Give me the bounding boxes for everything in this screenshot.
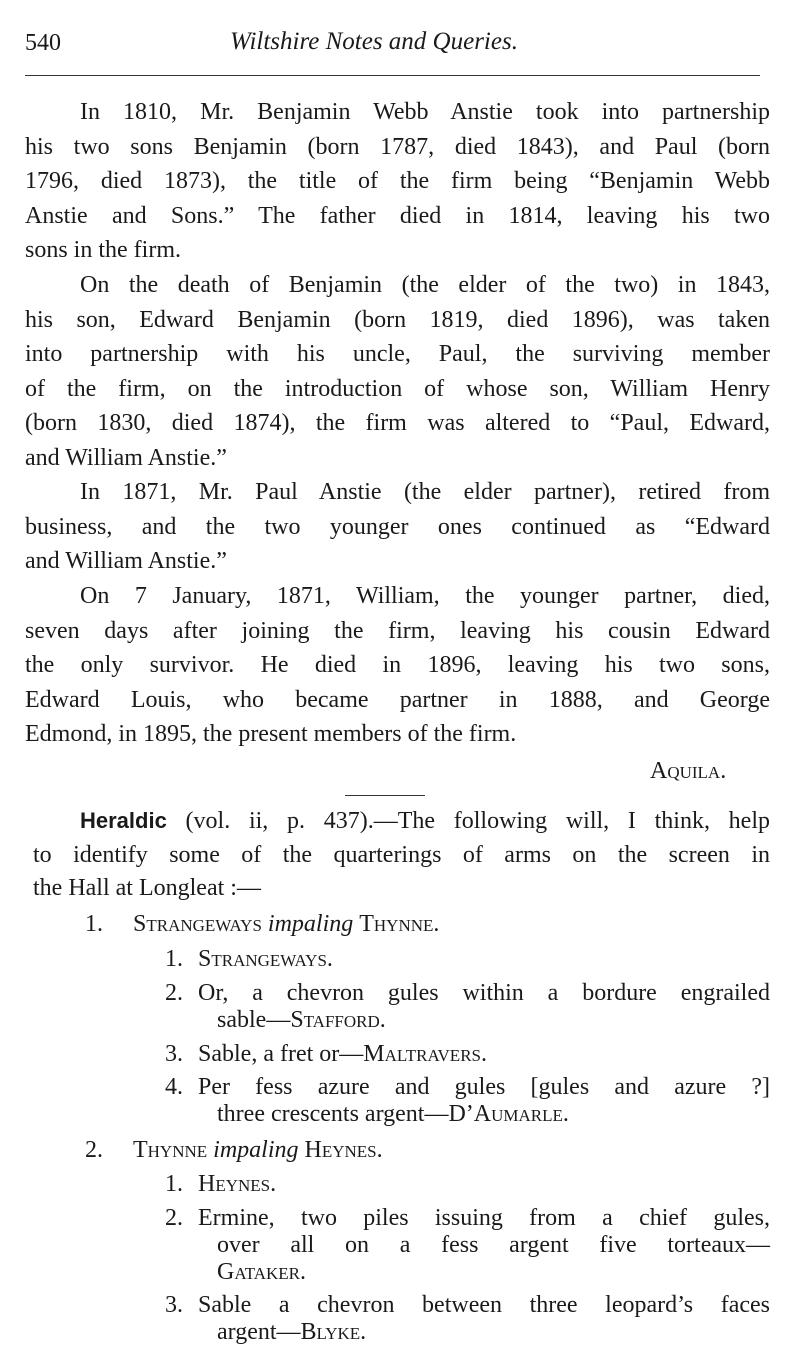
family-name: Blyke.: [300, 1319, 367, 1345]
text-line: and William Anstie.”: [25, 444, 227, 471]
heraldic-heading: Heraldic: [80, 808, 167, 833]
sub-item-line: [198, 978, 770, 1008]
text-line: seven days after joining the firm, leaving his cousin Edward: [25, 617, 770, 644]
sub-item-number: 1.: [165, 946, 183, 972]
text-line: In 1810, Mr. Benjamin Webb Anstie took into partnership: [80, 99, 770, 125]
sub-item-line: [198, 1290, 770, 1320]
text-line: Edmond, in 1895, the present members of the firm.: [25, 721, 517, 747]
sub-item-line: [198, 1039, 487, 1069]
section-rule: [345, 795, 425, 796]
sub-item-line: [217, 1099, 569, 1129]
list-item-heading: [133, 909, 439, 939]
sub-item-number: 2.: [165, 980, 183, 1006]
text-line: sons in the firm.: [25, 237, 181, 263]
blazon-text: Ermine, two piles issuing from a chief gules,: [198, 1205, 770, 1231]
sub-item-line: [217, 1230, 770, 1260]
text-line: Edward Louis, who became partner in 1888, and George: [25, 686, 770, 713]
text-line: 1796, died 1873), the title of the firm being “Benjamin Webb: [25, 168, 770, 194]
text-line: On the death of Benjamin (the elder of the two) in 1843,: [80, 272, 770, 298]
impaling-label: impaling: [267, 911, 354, 937]
blazon-text: Per fess azure and gules [gules and azure ?]: [198, 1074, 770, 1100]
sub-item-number: 3.: [165, 1292, 183, 1318]
sub-item-line: [217, 1005, 386, 1035]
text: (vol. ii, p. 437).—The following will, I think, help: [166, 808, 770, 834]
family-name: Thynne.: [359, 911, 440, 937]
list-item-number: 2.: [85, 1137, 103, 1163]
blazon-text: Sable a chevron between three leopard’s faces: [198, 1292, 770, 1318]
blazon-text: Sable, a fret or—: [198, 1041, 364, 1067]
running-title: Wiltshire Notes and Queries.: [230, 28, 518, 55]
family-name: Strangeways.: [198, 946, 333, 972]
sub-item-number: 4.: [165, 1074, 183, 1100]
text-line: the only survivor. He died in 1896, leaving his two sons,: [25, 652, 770, 678]
text-line: In 1871, Mr. Paul Anstie (the elder partner), retired from: [80, 479, 770, 505]
text-line: and William Anstie.”: [25, 548, 227, 574]
list-item-heading: [133, 1135, 383, 1165]
sub-item-line: [198, 1203, 770, 1233]
text-line: business, and the two younger ones continued as “Edward: [25, 513, 770, 540]
text-line: his two sons Benjamin (born 1787, died 1843), and Paul (born: [25, 133, 770, 160]
heraldic-line-3: the Hall at Longleat :—: [33, 875, 261, 901]
blazon-text: over all on a fess argent five torteaux—: [217, 1232, 770, 1258]
sub-item-line: [198, 944, 333, 974]
sub-item-line: [217, 1257, 306, 1287]
blazon-text: sable—: [217, 1007, 291, 1033]
text-line: On 7 January, 1871, William, the younger partner, died,: [80, 583, 770, 609]
text-line: his son, Edward Benjamin (born 1819, died 1896), was taken: [25, 306, 770, 333]
family-name: Heynes.: [304, 1137, 383, 1163]
blazon-text: Or, a chevron gules within a bordure engrailed: [198, 980, 770, 1006]
sub-item-number: 3.: [165, 1041, 183, 1067]
text-line: of the firm, on the introduction of whose son, William Henry: [25, 375, 770, 402]
family-name: Gataker.: [217, 1259, 307, 1285]
family-name: Thynne: [133, 1137, 208, 1163]
sub-item-line: [217, 1317, 366, 1347]
sub-item-line: [198, 1072, 770, 1102]
signature: Aquila.: [650, 758, 727, 784]
heraldic-line-1: [80, 806, 770, 836]
page-number: 540: [25, 30, 61, 56]
family-name: Maltravers.: [363, 1041, 487, 1067]
family-name: Heynes.: [198, 1171, 277, 1197]
list-item-number: 1.: [85, 911, 103, 937]
blazon-text: three crescents argent—: [217, 1101, 449, 1127]
impaling-label: impaling: [213, 1137, 299, 1163]
blazon-text: argent—: [217, 1319, 301, 1345]
sub-item-number: 2.: [165, 1205, 183, 1231]
text-line: (born 1830, died 1874), the firm was altered to “Paul, Edward,: [25, 410, 770, 436]
family-name: D’Aumarle.: [448, 1101, 569, 1127]
sub-item-line: [198, 1169, 276, 1199]
family-name: Strangeways: [133, 911, 262, 937]
sub-item-number: 1.: [165, 1171, 183, 1197]
text-line: into partnership with his uncle, Paul, the surviving member: [25, 341, 770, 367]
text-line: Anstie and Sons.” The father died in 1814, leaving his two: [25, 202, 770, 229]
family-name: Stafford.: [290, 1007, 386, 1033]
header-rule: [25, 75, 760, 76]
heraldic-line-2: to identify some of the quarterings of arms on the screen in: [33, 842, 770, 868]
